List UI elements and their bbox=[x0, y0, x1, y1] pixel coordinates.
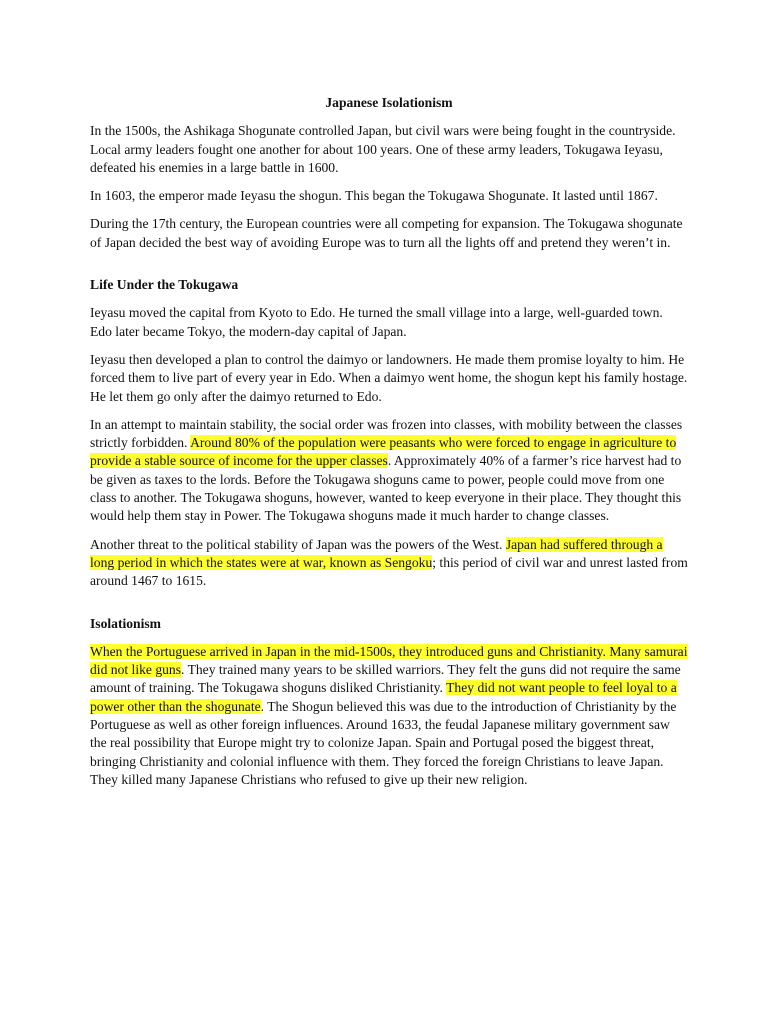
paragraph-text: . The Shogun believed this was due to the introduction of Christianity by the Portuguese as well as other foreign influences. Around 1633, the feudal Japanese military government saw the real possibility that Europe might try to colonize Japan. Spain and Portugal posed the biggest threat, bringing Christianity and colonial influence with them. They forced the foreign Christians to leave Japan. They killed many Japanese Christians who refused to give up their new religion. bbox=[90, 698, 677, 787]
tokugawa-paragraph-3 bbox=[90, 416, 688, 526]
paragraph-text: . Approximately 40% of a farmer’s rice harvest had to be given as taxes to the lords. Before the Tokugawa shoguns came to power, people could move from one class to another. The Tokugawa shoguns, however, wanted to keep everyone in their place. They thought this would help them stay in Power. The Tokugawa shoguns made it much harder to change classes. bbox=[90, 453, 682, 524]
tokugawa-paragraph-2: Ieyasu then developed a plan to control the daimyo or landowners. He made them promise loyalty to him. He forced them to live part of every year in Edo. When a daimyo went home, the shogun kept his family hostage. He let them go only after the daimyo returned to Edo. bbox=[90, 351, 688, 404]
paragraph-text: In an attempt to maintain stability, the social order was frozen into classes, with mobility between the classes strictly forbidden. bbox=[90, 416, 683, 451]
paragraph-text: . They trained many years to be skilled warriors. They felt the guns did not require the same amount of training. The Tokugawa shoguns disliked Christianity. bbox=[90, 662, 681, 696]
paragraph-text: ; this period of civil war and unrest lasted from around 1467 to 1615. bbox=[90, 554, 688, 589]
section-heading-isolationism: Isolationism bbox=[90, 615, 162, 631]
highlighted-text: They did not want people to feel loyal to a power other than the shogunate bbox=[90, 680, 677, 714]
paragraph-text: Another threat to the political stability of Japan was the powers of the West. bbox=[90, 536, 506, 552]
isolationism-paragraph-1 bbox=[90, 643, 688, 789]
intro-paragraph-3: During the 17th century, the European countries were all competing for expansion. The Tokugawa shogunate of Japan decided the best way of avoiding Europe was to turn all the lights off and pretend they weren’t in. bbox=[90, 216, 683, 250]
tokugawa-paragraph-1: Ieyasu moved the capital from Kyoto to Edo. He turned the small village into a large, well-guarded town. Edo later became Tokyo, the modern-day capital of Japan. bbox=[90, 305, 663, 339]
tokugawa-paragraph-4 bbox=[90, 536, 688, 591]
document-title: Japanese Isolationism bbox=[325, 95, 453, 110]
highlighted-text: Around 80% of the population were peasants who were forced to engage in agriculture to provide a stable source of income for the upper classes bbox=[90, 435, 677, 469]
highlighted-text: When the Portuguese arrived in Japan in the mid-1500s, they introduced guns and Christianity. Many samurai did not like guns bbox=[90, 643, 688, 678]
highlighted-text: Japan had suffered through a long period in which the states were at war, known as Sengoku bbox=[90, 536, 663, 570]
document-page bbox=[90, 94, 688, 799]
intro-paragraph-1: In the 1500s, the Ashikaga Shogunate controlled Japan, but civil wars were being fought in the countryside. Local army leaders fought one another for about 100 years. One of these army leaders, Tokugawa Ieyasu, defeated his enemies in a large battle in 1600. bbox=[90, 123, 676, 175]
section-heading-life-under-tokugawa: Life Under the Tokugawa bbox=[90, 277, 239, 293]
intro-paragraph-2: In 1603, the emperor made Ieyasu the shogun. This began the Tokugawa Shogunate. It lasted until 1867. bbox=[90, 188, 658, 204]
